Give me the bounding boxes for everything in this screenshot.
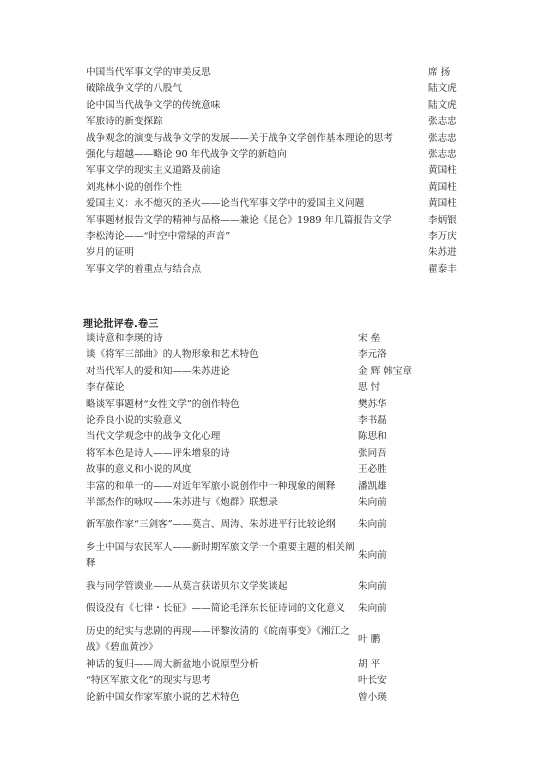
entry-author: 樊苏华: [358, 398, 387, 410]
entry-title: 新军旅作家“三剑客”——莫言、周涛、朱苏进平行比较论纲: [86, 519, 336, 531]
entry-author: 黄国柱: [428, 165, 457, 177]
entry-author: 宋 垒: [358, 333, 381, 344]
entry-author: 李元洛: [358, 349, 387, 361]
entry-title: 岁月的证明: [86, 247, 134, 259]
entry-title: 军事题材报告文学的精神与品格——兼论《昆仑》1989 年几篇报告文学: [86, 214, 392, 226]
entry-title: 强化与超越——略论 90 年代战争文学的新趋向: [86, 148, 287, 160]
entry-title: 乡土中国与农民军人——新时期军旅文学一个重要主题的相关阐释: [86, 541, 355, 570]
entry-title: 论乔良小说的实验意义: [86, 415, 182, 427]
contents-entry: [86, 213, 466, 229]
entry-title: 中国当代军事文学的审美反思: [86, 67, 211, 78]
entry-author: 张同吾: [358, 447, 387, 459]
entry-author: 胡 平: [358, 658, 381, 670]
contents-entry: [86, 364, 416, 380]
contents-list-upper: [86, 65, 466, 278]
contents-entry: [86, 229, 466, 245]
entry-author: 张志忠: [428, 148, 457, 160]
entry-author: 朱向前: [358, 497, 387, 509]
entry-title: 历史的纪实与悲剧的再现——评黎汝清的《皖南事变》《湘江之战》《碧血黄沙》: [86, 625, 350, 654]
entry-title: 神话的复归——周大新盆地小说原型分析: [86, 658, 259, 670]
entry-title: 论新中国女作家军旅小说的艺术特色: [86, 691, 240, 703]
entry-title: 刘兆林小说的创作个性: [86, 181, 182, 193]
contents-entry: [86, 380, 416, 396]
entry-title: 假设没有《七律・长征》——简论毛泽东长征诗词的文化意义: [86, 603, 346, 615]
contents-entry: [86, 673, 416, 689]
entry-title: 略谈军事题材“女性文学”的创作特色: [86, 398, 240, 410]
entry-title: 故事的意义和小说的风度: [86, 464, 192, 476]
entry-title: 爱国主义：永不熄灭的圣火——论当代军事文学中的爱国主义问题: [86, 198, 365, 210]
entry-author: 思 忖: [358, 382, 381, 394]
contents-entry: [86, 147, 466, 163]
entry-author: 朱向前: [358, 603, 387, 615]
entry-author: 黄国柱: [428, 198, 457, 210]
entry-author: 翟泰丰: [428, 263, 457, 275]
contents-entry: [86, 657, 416, 673]
entry-author: 朱向前: [358, 519, 387, 531]
contents-entry: [86, 517, 416, 533]
entry-author: 黄国柱: [428, 181, 457, 193]
contents-entry: [86, 196, 466, 212]
entry-title: 丰富的和单一的——对近年军旅小说创作中一种现象的阐释: [86, 480, 336, 492]
entry-title: 谈诗意和李瑛的诗: [86, 333, 163, 344]
contents-list-volume-three: [86, 331, 416, 706]
entry-author: 朱向前: [358, 549, 387, 561]
contents-entry: [86, 262, 466, 278]
contents-entry: [86, 624, 416, 657]
entry-author: 陆文虎: [428, 83, 457, 95]
contents-entry: [86, 163, 466, 179]
entry-title: 半部杰作的咏叹——朱苏进与《炮群》联想录: [86, 497, 278, 509]
entry-author: 王必胜: [358, 464, 387, 476]
entry-title: 军事文学的着重点与结合点: [86, 263, 202, 275]
contents-entry: [86, 479, 416, 495]
entry-author: 李炳银: [428, 214, 457, 226]
contents-entry: [86, 446, 416, 462]
entry-author: 朱向前: [358, 580, 387, 592]
entry-author: 李万庆: [428, 230, 457, 242]
entry-title: 战争观念的演变与战争文学的发展——关于战争文学创作基本理论的思考: [86, 132, 393, 144]
entry-title: 我与同学管谟业——从莫言获诺贝尔文学奖谈起: [86, 580, 288, 592]
contents-entry: [86, 114, 466, 130]
entry-author: 叶长安: [358, 675, 387, 687]
entry-title: 破除战争文学的八股气: [86, 83, 182, 95]
contents-entry: [86, 601, 416, 617]
contents-entry: [86, 245, 466, 261]
contents-entry: [86, 413, 416, 429]
entry-author: 张志忠: [428, 116, 457, 128]
entry-title: 将军本色是诗人——评朱增泉的诗: [86, 447, 230, 459]
entry-title: 论中国当代战争文学的传统意味: [86, 99, 221, 111]
entry-author: 席 扬: [428, 67, 451, 78]
entry-author: 陆文虎: [428, 99, 457, 111]
contents-entry: [86, 131, 466, 147]
contents-entry: [86, 579, 416, 595]
entry-author: 朱苏进: [428, 247, 457, 259]
entry-author: 陈思和: [358, 431, 387, 443]
contents-entry: [86, 180, 466, 196]
entry-author: 金 辉 韩宝章: [358, 365, 413, 377]
contents-entry: [86, 65, 466, 81]
contents-entry: [86, 462, 416, 478]
entry-author: 叶 鹏: [358, 633, 381, 645]
contents-entry: [86, 98, 466, 114]
entry-author: 曾小瑛: [358, 691, 387, 703]
entry-title: 军事文学的现实主义道路及前途: [86, 165, 221, 177]
section-title: 理论批评卷.卷三: [83, 319, 159, 330]
entry-title: 对当代军人的爱和知——朱苏进论: [86, 365, 230, 377]
entry-author: 潘凯雄: [358, 480, 387, 492]
contents-entry: [86, 347, 416, 363]
entry-author: 张志忠: [428, 132, 457, 144]
entry-title: 谈《将军三部曲》的人物形象和艺术特色: [86, 349, 259, 361]
entry-author: 李书磊: [358, 415, 387, 427]
entry-title: “特区军旅文化”的现实与思考: [86, 675, 211, 687]
contents-entry: [86, 429, 416, 445]
contents-entry: [86, 81, 466, 97]
contents-entry: [86, 495, 416, 511]
entry-title: 军旅诗的新变探踪: [86, 116, 163, 128]
entry-title: 当代文学观念中的战争文化心理: [86, 431, 221, 443]
entry-title: 李存葆论: [86, 382, 125, 394]
entry-title: 李松涛论——“时空中常绿的声音”: [86, 230, 231, 242]
contents-entry: [86, 331, 416, 347]
contents-entry: [86, 397, 416, 413]
contents-entry: [86, 690, 416, 706]
contents-entry: [86, 540, 416, 573]
